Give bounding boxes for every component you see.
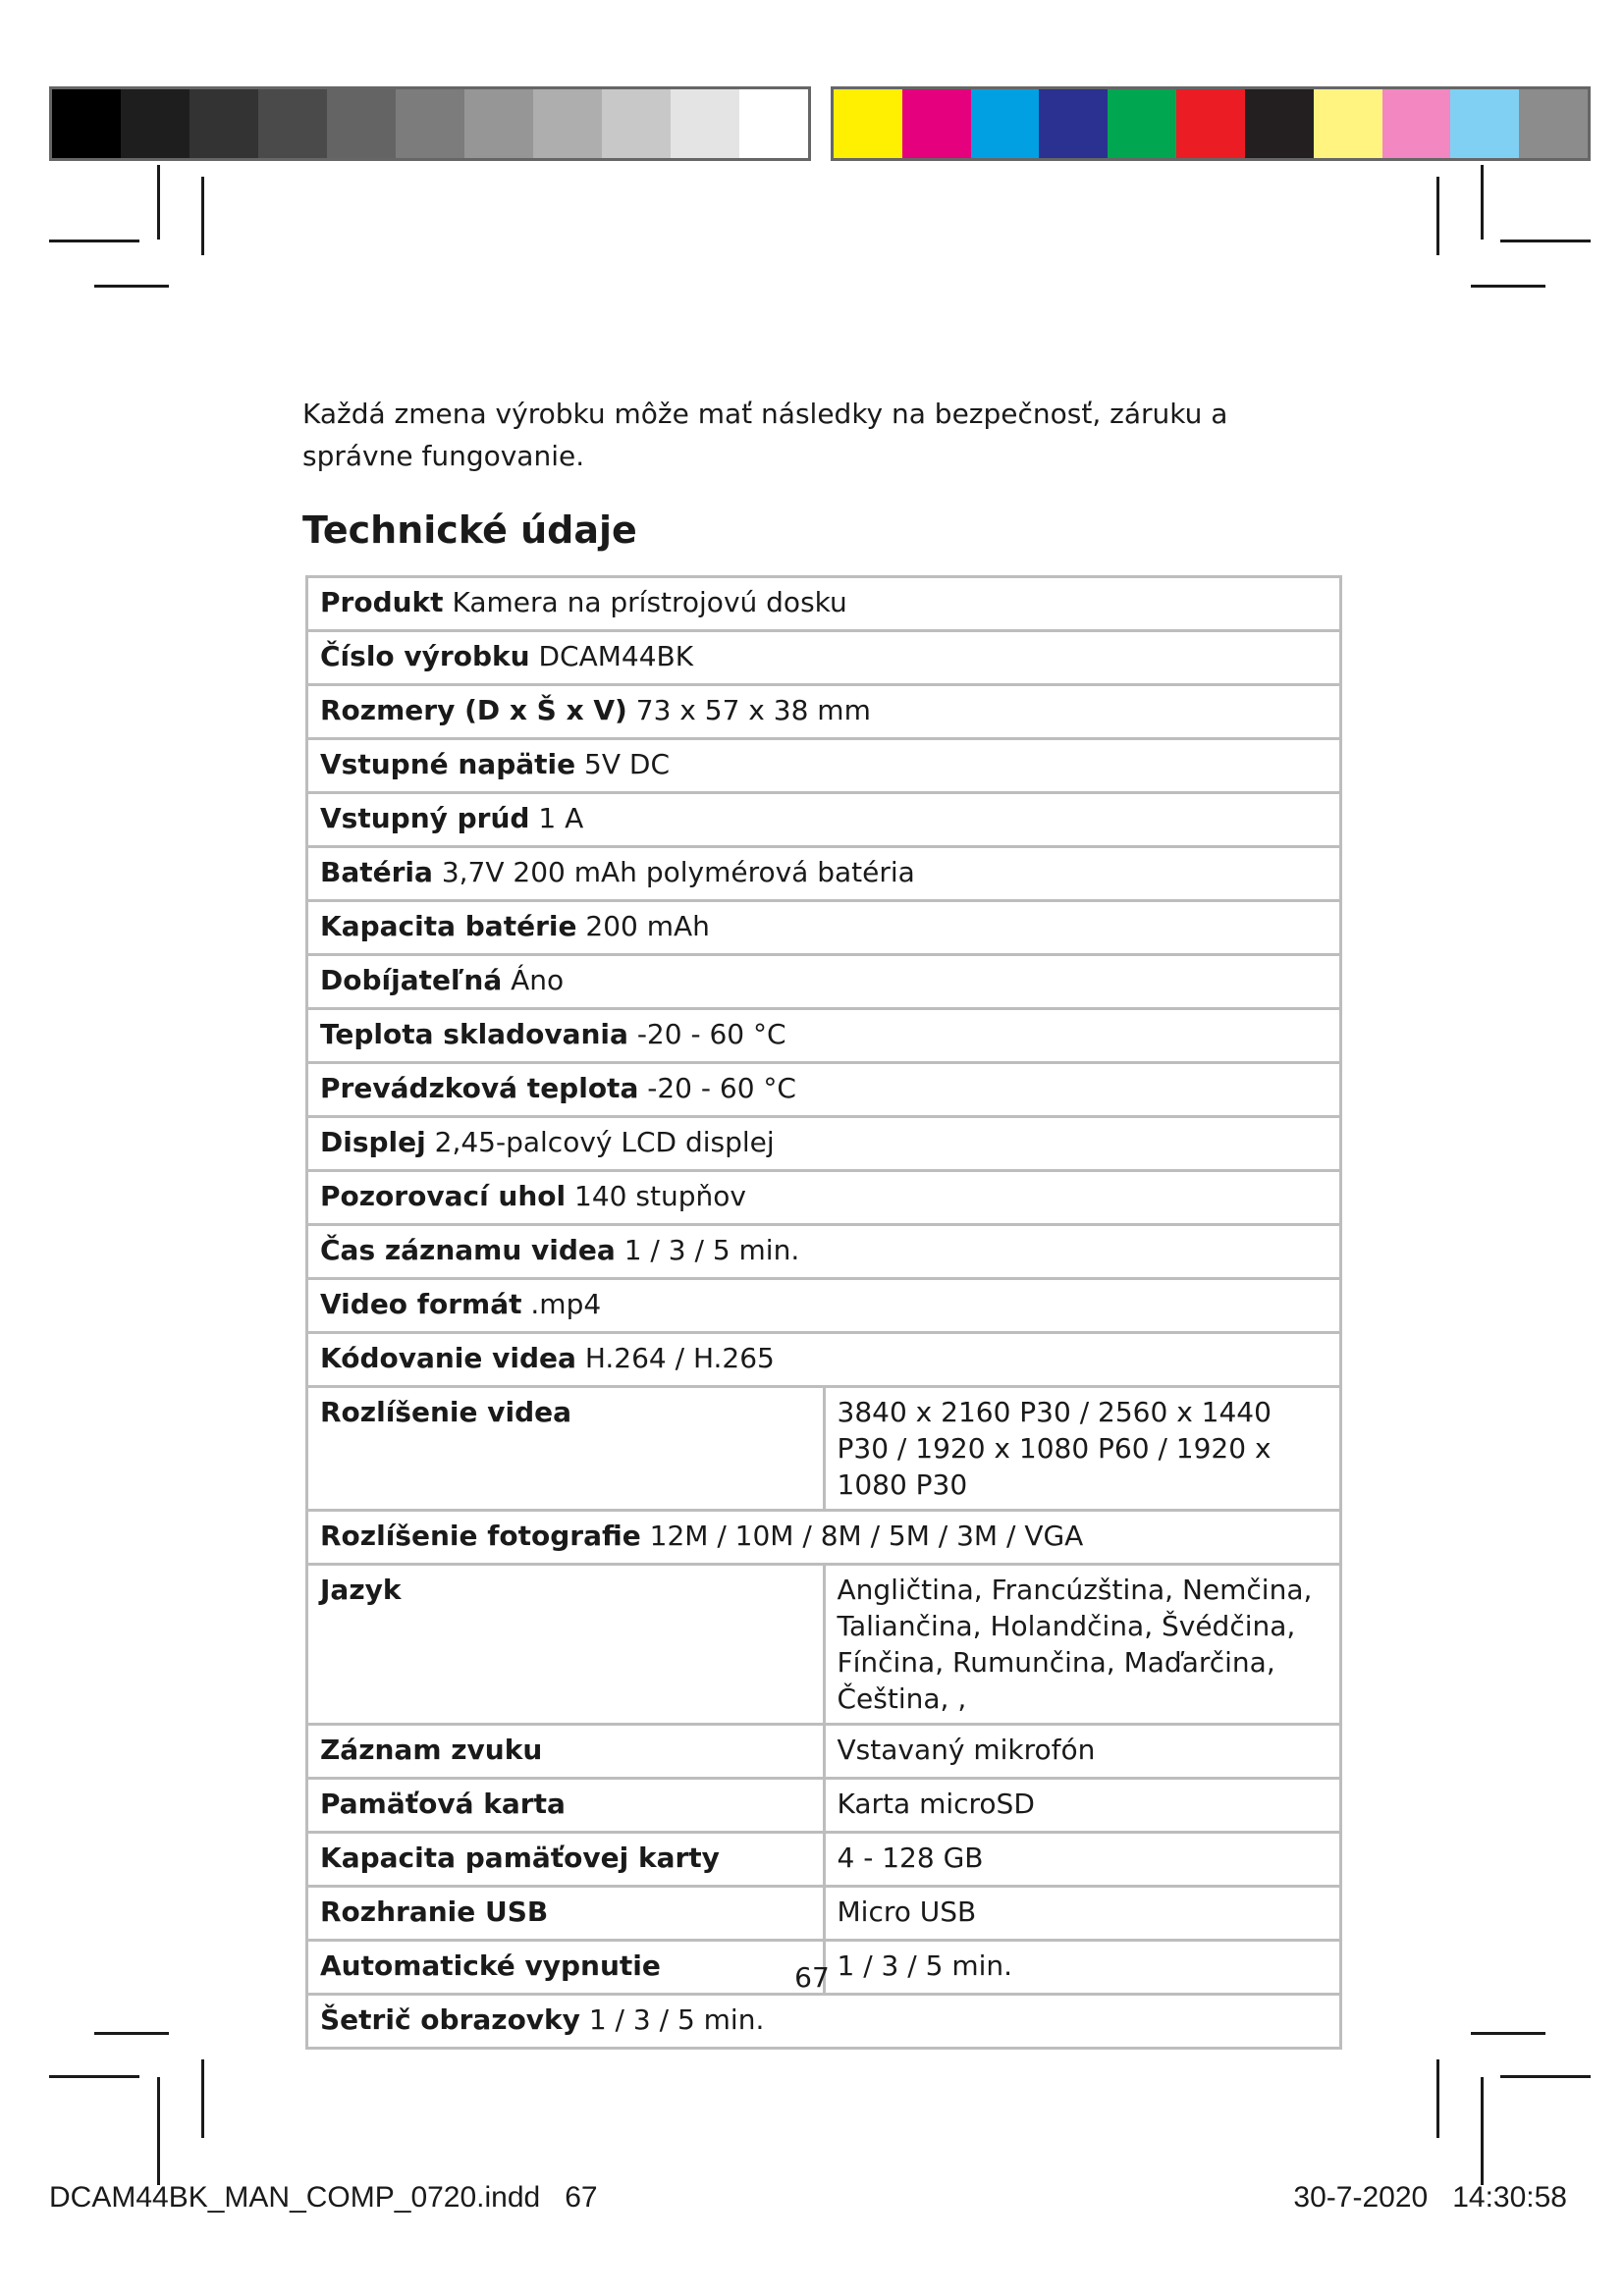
table-row bbox=[307, 631, 1341, 685]
table-row bbox=[307, 1279, 1341, 1333]
spec-label: Záznam zvuku bbox=[320, 1734, 543, 1766]
spec-cell bbox=[307, 685, 1341, 739]
spec-label-cell bbox=[307, 1565, 825, 1725]
spec-label: Pamäťová karta bbox=[320, 1788, 566, 1820]
spec-label-cell bbox=[307, 1887, 825, 1941]
spec-value: 140 stupňov bbox=[574, 1180, 746, 1212]
spec-label: Automatické vypnutie bbox=[320, 1949, 661, 1982]
color-swatch bbox=[121, 89, 189, 158]
spec-value-cell bbox=[824, 1833, 1341, 1887]
grayscale-calibration-bar bbox=[49, 86, 811, 161]
spec-value: 3840 x 2160 P30 / 2560 x 1440 P30 / 1920 x 1080 P60 / 1920 x 1080 P30 bbox=[837, 1396, 1272, 1501]
crop-mark bbox=[1436, 2059, 1439, 2138]
spec-label: Kódovanie videa bbox=[320, 1342, 576, 1374]
table-row bbox=[307, 1171, 1341, 1225]
spec-value: H.264 / H.265 bbox=[584, 1342, 775, 1374]
color-swatch bbox=[1450, 89, 1519, 158]
crop-mark bbox=[94, 2032, 169, 2035]
table-row bbox=[307, 1225, 1341, 1279]
spec-label: Prevádzková teplota bbox=[320, 1072, 639, 1104]
spec-value: Angličtina, Francúzština, Nemčina, Taliančina, Holandčina, Švédčina, Fínčina, Rumunčina, Maďarčina, Čeština, , bbox=[837, 1574, 1313, 1715]
spec-cell bbox=[307, 1511, 1341, 1565]
table-row bbox=[307, 1063, 1341, 1117]
spec-label: Čas záznamu videa bbox=[320, 1234, 616, 1266]
spec-value: 5V DC bbox=[584, 748, 670, 780]
spec-cell bbox=[307, 1009, 1341, 1063]
spec-value-cell bbox=[824, 1887, 1341, 1941]
spec-value: 1 / 3 / 5 min. bbox=[623, 1234, 800, 1266]
spec-label: Kapacita pamäťovej karty bbox=[320, 1842, 720, 1874]
spec-label-cell bbox=[307, 1387, 825, 1511]
spec-label: Video formát bbox=[320, 1288, 522, 1320]
spec-value: -20 - 60 °C bbox=[647, 1072, 796, 1104]
intro-paragraph: Každá zmena výrobku môže mať následky na bezpečnosť, záruku a správne fungovanie. bbox=[302, 398, 1228, 472]
spec-value-cell bbox=[824, 1725, 1341, 1779]
spec-label: Rozhranie USB bbox=[320, 1896, 549, 1928]
spec-cell bbox=[307, 1333, 1341, 1387]
color-swatch bbox=[1314, 89, 1382, 158]
spec-table bbox=[305, 575, 1342, 2050]
spec-label: Vstupné napätie bbox=[320, 748, 576, 780]
spec-value: Vstavaný mikrofón bbox=[837, 1734, 1096, 1766]
spec-value: 200 mAh bbox=[585, 910, 710, 942]
color-swatch bbox=[396, 89, 464, 158]
table-row bbox=[307, 577, 1341, 631]
spec-value: .mp4 bbox=[530, 1288, 602, 1320]
color-swatch bbox=[902, 89, 971, 158]
spec-cell bbox=[307, 739, 1341, 793]
crop-mark bbox=[1500, 240, 1591, 242]
color-swatch bbox=[1245, 89, 1314, 158]
spec-value: 3,7V 200 mAh polymérová batéria bbox=[441, 856, 915, 888]
spec-value: -20 - 60 °C bbox=[636, 1018, 786, 1050]
spec-value: 1 / 3 / 5 min. bbox=[837, 1949, 1013, 1982]
table-row bbox=[307, 793, 1341, 847]
crop-mark bbox=[157, 2077, 160, 2185]
table-row bbox=[307, 1117, 1341, 1171]
crop-mark bbox=[1436, 177, 1439, 255]
spec-label: Vstupný prúd bbox=[320, 802, 530, 834]
spec-value: 73 x 57 x 38 mm bbox=[635, 694, 871, 726]
footer-timestamp bbox=[1293, 2181, 1567, 2215]
footer-file-info bbox=[49, 2181, 598, 2215]
color-swatch bbox=[52, 89, 121, 158]
spec-label: Produkt bbox=[320, 586, 444, 618]
crop-mark bbox=[201, 2059, 204, 2138]
spec-label: Rozmery (D x Š x V) bbox=[320, 694, 627, 726]
color-swatch bbox=[1519, 89, 1588, 158]
footer-date: 30-7-2020 bbox=[1293, 2181, 1429, 2214]
crop-mark bbox=[157, 165, 160, 240]
spec-cell bbox=[307, 1063, 1341, 1117]
spec-cell bbox=[307, 901, 1341, 955]
table-row bbox=[307, 901, 1341, 955]
spec-label: Číslo výrobku bbox=[320, 640, 530, 672]
color-swatch bbox=[258, 89, 327, 158]
color-swatch bbox=[834, 89, 902, 158]
crop-mark bbox=[49, 2075, 139, 2078]
spec-cell bbox=[307, 847, 1341, 901]
spec-cell bbox=[307, 577, 1341, 631]
table-row bbox=[307, 1565, 1341, 1725]
color-calibration-bar bbox=[831, 86, 1591, 161]
spec-cell bbox=[307, 1279, 1341, 1333]
spec-cell bbox=[307, 1117, 1341, 1171]
table-row bbox=[307, 1725, 1341, 1779]
spec-value: Kamera na prístrojovú dosku bbox=[452, 586, 847, 618]
crop-mark bbox=[1471, 285, 1545, 288]
table-row bbox=[307, 1779, 1341, 1833]
spec-cell bbox=[307, 1995, 1341, 2049]
spec-value: Micro USB bbox=[837, 1896, 977, 1928]
crop-mark bbox=[201, 177, 204, 255]
crop-mark bbox=[94, 285, 169, 288]
color-swatch bbox=[971, 89, 1040, 158]
table-row bbox=[307, 1009, 1341, 1063]
spec-label: Teplota skladovania bbox=[320, 1018, 628, 1050]
spec-value: 1 A bbox=[538, 802, 584, 834]
spec-value: Karta microSD bbox=[837, 1788, 1035, 1820]
color-swatch bbox=[464, 89, 533, 158]
spec-value: 4 - 128 GB bbox=[837, 1842, 984, 1874]
spec-label: Rozlíšenie fotografie bbox=[320, 1520, 641, 1552]
color-swatch bbox=[1382, 89, 1451, 158]
spec-label: Kapacita batérie bbox=[320, 910, 577, 942]
color-swatch bbox=[602, 89, 671, 158]
spec-label: Jazyk bbox=[320, 1574, 402, 1606]
color-swatch bbox=[327, 89, 396, 158]
crop-mark bbox=[1471, 2032, 1545, 2035]
table-row bbox=[307, 685, 1341, 739]
spec-cell bbox=[307, 631, 1341, 685]
table-row bbox=[307, 955, 1341, 1009]
crop-mark bbox=[1500, 2075, 1591, 2078]
footer-page: 67 bbox=[565, 2181, 598, 2214]
spec-cell bbox=[307, 955, 1341, 1009]
spec-label: Šetrič obrazovky bbox=[320, 2003, 580, 2036]
color-swatch bbox=[1176, 89, 1245, 158]
spec-cell bbox=[307, 1171, 1341, 1225]
table-row bbox=[307, 1995, 1341, 2049]
table-row bbox=[307, 739, 1341, 793]
color-swatch bbox=[189, 89, 258, 158]
section-heading: Technické údaje bbox=[302, 508, 637, 552]
spec-label: Batéria bbox=[320, 856, 433, 888]
spec-label: Pozorovací uhol bbox=[320, 1180, 567, 1212]
crop-mark bbox=[49, 240, 139, 242]
spec-cell bbox=[307, 793, 1341, 847]
footer-time: 14:30:58 bbox=[1452, 2181, 1567, 2214]
spec-value: Áno bbox=[511, 964, 565, 996]
spec-label: Dobíjateľná bbox=[320, 964, 503, 996]
color-swatch bbox=[1108, 89, 1176, 158]
color-swatch bbox=[671, 89, 739, 158]
spec-value-cell bbox=[824, 1779, 1341, 1833]
crop-mark bbox=[1481, 165, 1484, 240]
table-row bbox=[307, 1887, 1341, 1941]
spec-label-cell bbox=[307, 1779, 825, 1833]
table-row bbox=[307, 1511, 1341, 1565]
spec-value: 1 / 3 / 5 min. bbox=[588, 2003, 765, 2036]
spec-value: 12M / 10M / 8M / 5M / 3M / VGA bbox=[649, 1520, 1084, 1552]
color-swatch bbox=[533, 89, 602, 158]
spec-label-cell bbox=[307, 1725, 825, 1779]
color-swatch bbox=[739, 89, 808, 158]
footer-filename: DCAM44BK_MAN_COMP_0720.indd bbox=[49, 2181, 541, 2214]
table-row bbox=[307, 847, 1341, 901]
spec-value-cell bbox=[824, 1565, 1341, 1725]
table-row bbox=[307, 1387, 1341, 1511]
spec-value-cell bbox=[824, 1387, 1341, 1511]
table-row bbox=[307, 1333, 1341, 1387]
spec-cell bbox=[307, 1225, 1341, 1279]
spec-value: 2,45-palcový LCD displej bbox=[434, 1126, 775, 1158]
crop-mark bbox=[1481, 2077, 1484, 2185]
spec-value: DCAM44BK bbox=[538, 640, 694, 672]
table-row bbox=[307, 1833, 1341, 1887]
spec-label: Displej bbox=[320, 1126, 426, 1158]
color-swatch bbox=[1039, 89, 1108, 158]
spec-label: Rozlíšenie videa bbox=[320, 1396, 571, 1428]
page-number: 67 bbox=[794, 1961, 830, 1994]
spec-label-cell bbox=[307, 1833, 825, 1887]
